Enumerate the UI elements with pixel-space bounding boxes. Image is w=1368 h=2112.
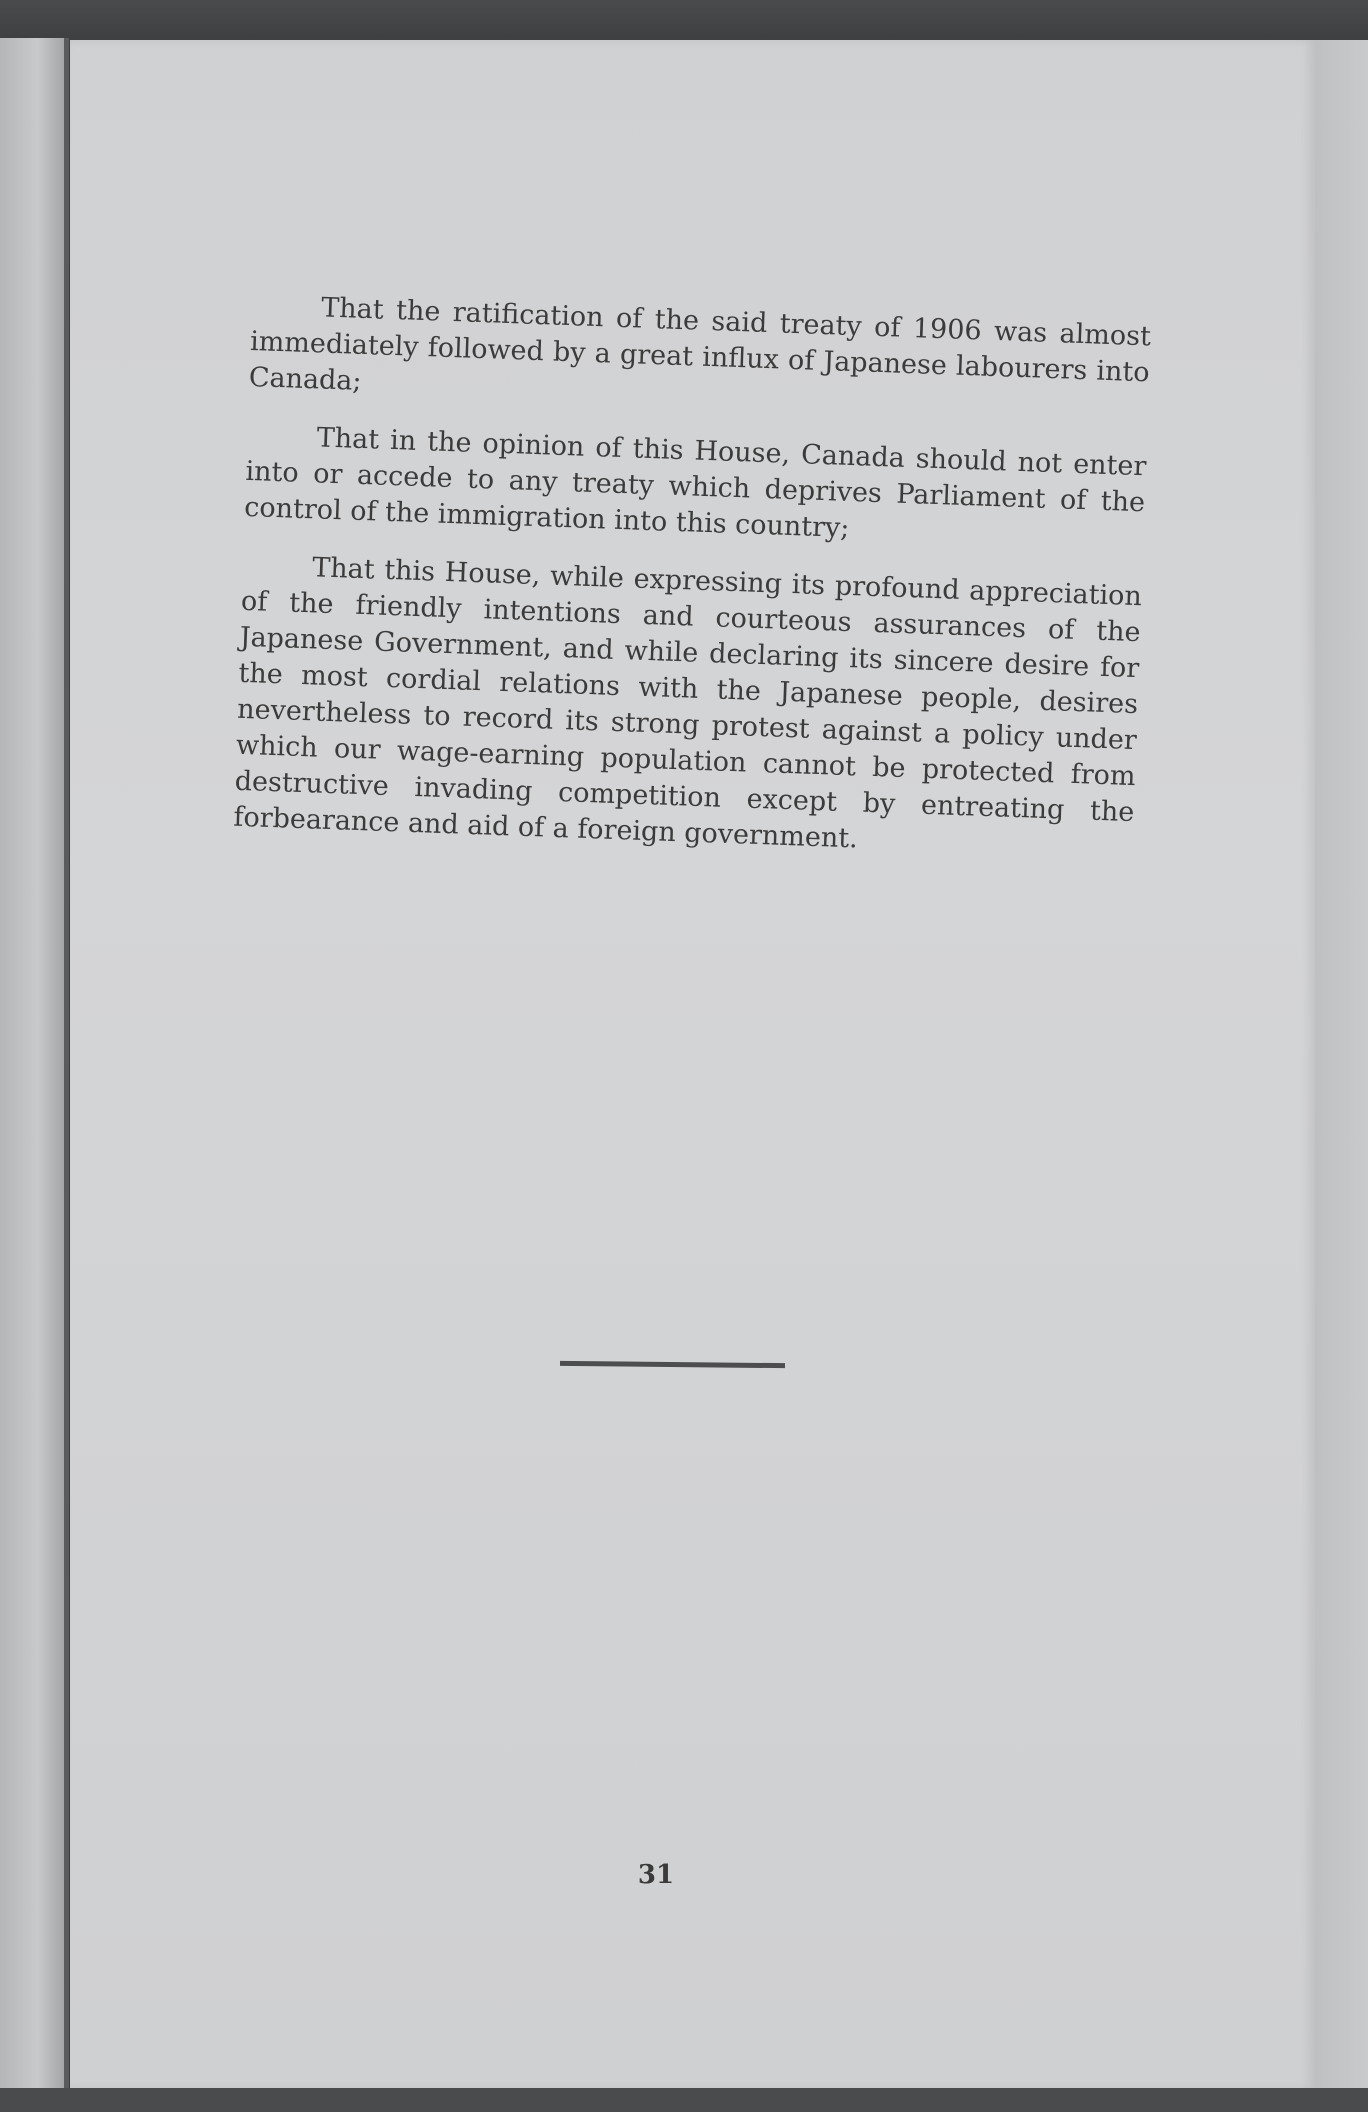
book-spine-line: [64, 38, 69, 2112]
page-number: 31: [637, 1860, 675, 1890]
left-page-edge: [0, 38, 68, 2112]
paragraph-parliament-control: That in the opinion of this House, Canada should not enter into or accede to any treaty which deprives Parliament of the control of the immigration into this country;: [243, 422, 1147, 544]
paragraph-treaty-ratification: That the ratification of the said treaty of 1906 was almost immediately followed by a great influx of Japanese labourers into Canada;: [248, 292, 1152, 397]
scan-bottom-border: [0, 2088, 1368, 2112]
body-text: [232, 288, 1151, 889]
scan-right-margin: [1315, 40, 1368, 2112]
paragraph-protest: That this House, while expressing its profound appreciation of the friendly intentions and courteous assurances of the Japanese Government, and while declaring its sincere desire for the most cordial relations with the Japanese people, desires nevertheless to record its strong protest against a policy under which our wage-earning population cannot be protected from destructive invading competition except by entreating the forbearance and aid of a foreign government.: [232, 552, 1143, 855]
